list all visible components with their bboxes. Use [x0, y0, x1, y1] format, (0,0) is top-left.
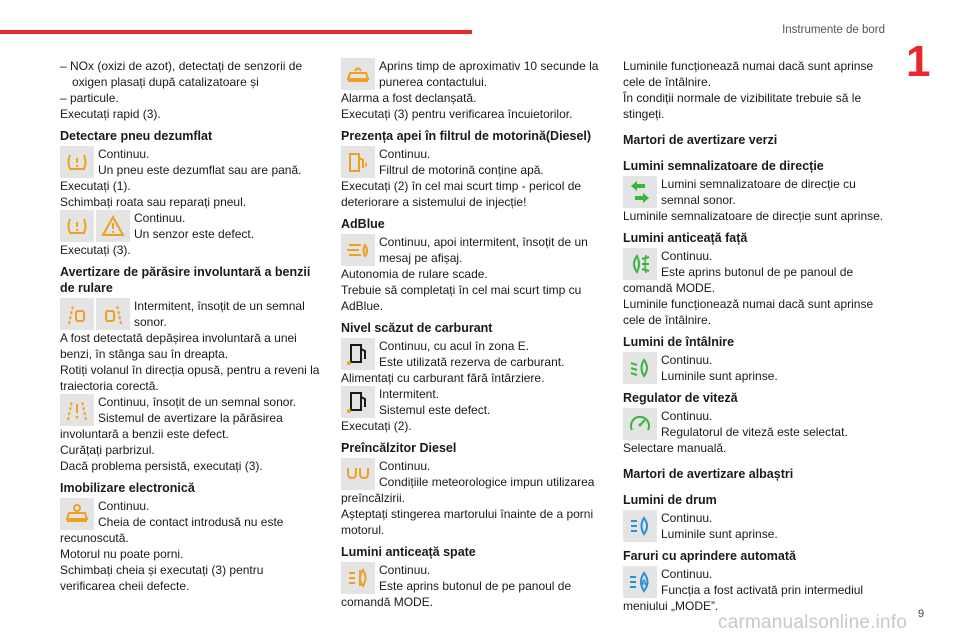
- lane-departure-fault-icon: [60, 394, 94, 426]
- text-line: Luminile funcționează numai dacă sunt aprinse cele de întâlnire.: [623, 297, 874, 327]
- heading-dipped-beam: Lumini de întâlnire: [623, 335, 735, 349]
- text-line: Trebuie să completați în cel mai scurt timp cu AdBlue.: [341, 283, 582, 313]
- text-line: Curățați parbrizul.: [60, 443, 155, 457]
- text-line: Cheia de contact introdusă nu este: [98, 515, 284, 529]
- lane-fault-row: [60, 394, 322, 426]
- text-line: Schimbați cheia și executați (3) pentru verificarea cheii defecte.: [60, 563, 264, 593]
- text-line: Filtrul de motorină conține apă.: [379, 163, 544, 177]
- text-line: Sistemul de avertizare la părăsirea: [98, 411, 283, 425]
- text-line: Este aprins butonul de pe panoul de: [661, 265, 854, 279]
- text-line: Continuu.: [661, 409, 713, 423]
- rear-fog-row: [341, 562, 603, 594]
- text-line: meniului „MODE”.: [623, 599, 719, 613]
- heading-indicators: Lumini semnalizatoare de direcție: [623, 159, 824, 173]
- heading-green-warnings: Martori de avertizare verzi: [623, 133, 778, 147]
- alarm-row: [341, 58, 603, 90]
- lane-warning-row: [60, 298, 322, 330]
- text-line: Continuu.: [98, 499, 150, 513]
- text-line: Este aprins butonul de pe panoul de: [379, 579, 572, 593]
- watermark: carmanualsonline.info: [718, 612, 908, 633]
- heading-glow-plug: Preîncălzitor Diesel: [341, 441, 457, 455]
- text-line: Continuu, însoțit de un semnal sonor.: [98, 395, 297, 409]
- adblue-row: [341, 234, 603, 266]
- column-1: [60, 58, 322, 594]
- text-line: Luminile sunt aprinse.: [661, 527, 778, 541]
- text-line: involuntară a benzii este defect.: [60, 427, 229, 441]
- text-line: preîncălzirii.: [341, 491, 406, 505]
- text-line: Continuu.: [379, 459, 431, 473]
- column-3: [623, 58, 888, 614]
- fuel-pump-icon: [341, 386, 375, 418]
- glow-plug-row: [341, 458, 603, 490]
- heading-low-fuel: Nivel scăzut de carburant: [341, 321, 493, 335]
- text-line: Un pneu este dezumflat sau are pană.: [98, 163, 302, 177]
- text-line: Schimbați roata sau reparați pneul.: [60, 195, 247, 209]
- auto-lights-row: [623, 566, 888, 598]
- warning-triangle-icon: [96, 210, 130, 242]
- text-line: Lumini semnalizatoare de direcție cu semnal sonor.: [661, 177, 856, 207]
- text-line: Aprins timp de aproximativ 10 secunde la punerea contactului.: [379, 59, 599, 89]
- tyre-sensor-row: [60, 210, 322, 242]
- text-line: comandă MODE.: [623, 281, 716, 295]
- text-line: Executați (3).: [60, 243, 131, 257]
- glow-plug-icon: [341, 458, 375, 490]
- heading-water-in-diesel: Prezența apei în filtrul de motorină(Diesel): [341, 129, 592, 143]
- text-line: Luminile sunt aprinse.: [661, 369, 778, 383]
- main-beam-row: [623, 510, 888, 542]
- text-line: Așteptați stingerea martorului înainte de a porni motorul.: [341, 507, 594, 537]
- text-line: Regulatorul de viteză este selectat.: [661, 425, 848, 439]
- heading-lane: Avertizare de părăsire involuntară a benzii de rulare: [60, 265, 311, 295]
- header-accent-bar: [0, 30, 472, 34]
- heading-main-beam: Lumini de drum: [623, 493, 717, 507]
- dipped-beam-row: [623, 352, 888, 384]
- front-fog-light-icon: [623, 248, 657, 280]
- text-line: Intermitent.: [379, 387, 440, 401]
- heading-blue-warnings: Martori de avertizare albaștri: [623, 467, 794, 481]
- rear-fog-light-icon: [341, 562, 375, 594]
- text-line: Executați (3) pentru verificarea încuietorilor.: [341, 107, 573, 121]
- text-line: Executați rapid (3).: [60, 107, 161, 121]
- text-line: Condițiile meteorologice impun utilizarea: [379, 475, 595, 489]
- lane-departure-icon: [60, 298, 94, 330]
- heading-front-fog: Lumini anticeață față: [623, 231, 748, 245]
- cruise-row: [623, 408, 888, 440]
- text-line: Executați (2).: [341, 419, 412, 433]
- page-number: 9: [918, 608, 925, 620]
- text-line: Funcția a fost activată prin intermediul: [661, 583, 864, 597]
- tyre-warning-row: [60, 146, 322, 178]
- automatic-headlamps-icon: [623, 566, 657, 598]
- text-line: Continuu, apoi intermitent, însoțit de un mesaj pe afișaj.: [379, 235, 588, 265]
- cruise-control-icon: [623, 408, 657, 440]
- text-line: Dacă problema persistă, executați (3).: [60, 459, 263, 473]
- dipped-beam-icon: [623, 352, 657, 384]
- text-line: În condiții normale de vizibilitate trebuie să le stingeți.: [623, 91, 862, 121]
- text-line: Un senzor este defect.: [134, 227, 255, 241]
- text-line: A fost detectată depășirea involuntară a unei benzi, în stânga sau în dreapta.: [60, 331, 297, 361]
- text-line: Rotiți volanul în direcția opusă, pentru a reveni la traiectoria corectă.: [60, 363, 320, 393]
- text-line: – particule.: [60, 91, 119, 105]
- lane-departure-icon: [96, 298, 130, 330]
- text-line: Intermitent, însoțit de un semnal sonor.: [134, 299, 305, 329]
- text-line: Continuu.: [134, 211, 186, 225]
- heading-immobiliser: Imobilizare electronică: [60, 481, 195, 495]
- svg-text:A: A: [640, 578, 648, 588]
- text-line: – NOx (oxizi de azot), detectați de senzorii de oxigen plasați după catalizatoare și: [60, 59, 303, 89]
- text-line: recunoscută.: [60, 531, 129, 545]
- immobiliser-row: [60, 498, 322, 530]
- fuel-pump-water-icon: [341, 146, 375, 178]
- text-line: Continuu.: [661, 511, 713, 525]
- car-key-icon: [60, 498, 94, 530]
- chapter-number: 1: [906, 37, 931, 86]
- heading-rear-fog: Lumini anticeață spate: [341, 545, 476, 559]
- tyre-pressure-icon: [60, 210, 94, 242]
- text-line: Executați (2) în cel mai scurt timp - pericol de deteriorare a sistemului de injecție!: [341, 179, 582, 209]
- text-line: Alimentați cu carburant fără întârziere.: [341, 371, 545, 385]
- alarm-car-icon: [341, 58, 375, 90]
- text-line: Selectare manuală.: [623, 441, 727, 455]
- low-fuel-row: [341, 338, 603, 370]
- text-line: Luminile semnalizatoare de direcție sunt aprinse.: [623, 209, 884, 223]
- indicators-row: [623, 176, 888, 208]
- heading-auto-lights: Faruri cu aprindere automată: [623, 549, 796, 563]
- text-line: Autonomia de rulare scade.: [341, 267, 488, 281]
- text-line: Continuu, cu acul în zona E.: [379, 339, 530, 353]
- text-line: Este utilizată rezerva de carburant.: [379, 355, 565, 369]
- fuel-pump-icon: [341, 338, 375, 370]
- heading-adblue: AdBlue: [341, 217, 385, 231]
- text-line: Continuu.: [379, 147, 431, 161]
- column-2: [341, 58, 603, 610]
- turn-signal-arrows-icon: [623, 176, 657, 208]
- section-title: Instrumente de bord: [782, 24, 885, 36]
- front-fog-row: [623, 248, 888, 280]
- heading-cruise-control: Regulator de viteză: [623, 391, 738, 405]
- text-line: Continuu.: [98, 147, 150, 161]
- adblue-icon: [341, 234, 375, 266]
- water-diesel-row: [341, 146, 603, 178]
- fuel-fault-row: [341, 386, 603, 418]
- text-line: Luminile funcționează numai dacă sunt aprinse cele de întâlnire.: [623, 59, 874, 89]
- tyre-pressure-icon: [60, 146, 94, 178]
- heading-tyre: Detectare pneu dezumflat: [60, 129, 213, 143]
- text-line: comandă MODE.: [341, 595, 434, 609]
- main-beam-icon: [623, 510, 657, 542]
- text-line: Motorul nu poate porni.: [60, 547, 184, 561]
- text-line: Continuu.: [661, 353, 713, 367]
- text-line: Executați (1).: [60, 179, 131, 193]
- text-line: Sistemul este defect.: [379, 403, 491, 417]
- text-line: Continuu.: [379, 563, 431, 577]
- text-line: Continuu.: [661, 249, 713, 263]
- text-line: Continuu.: [661, 567, 713, 581]
- text-line: Alarma a fost declanșată.: [341, 91, 477, 105]
